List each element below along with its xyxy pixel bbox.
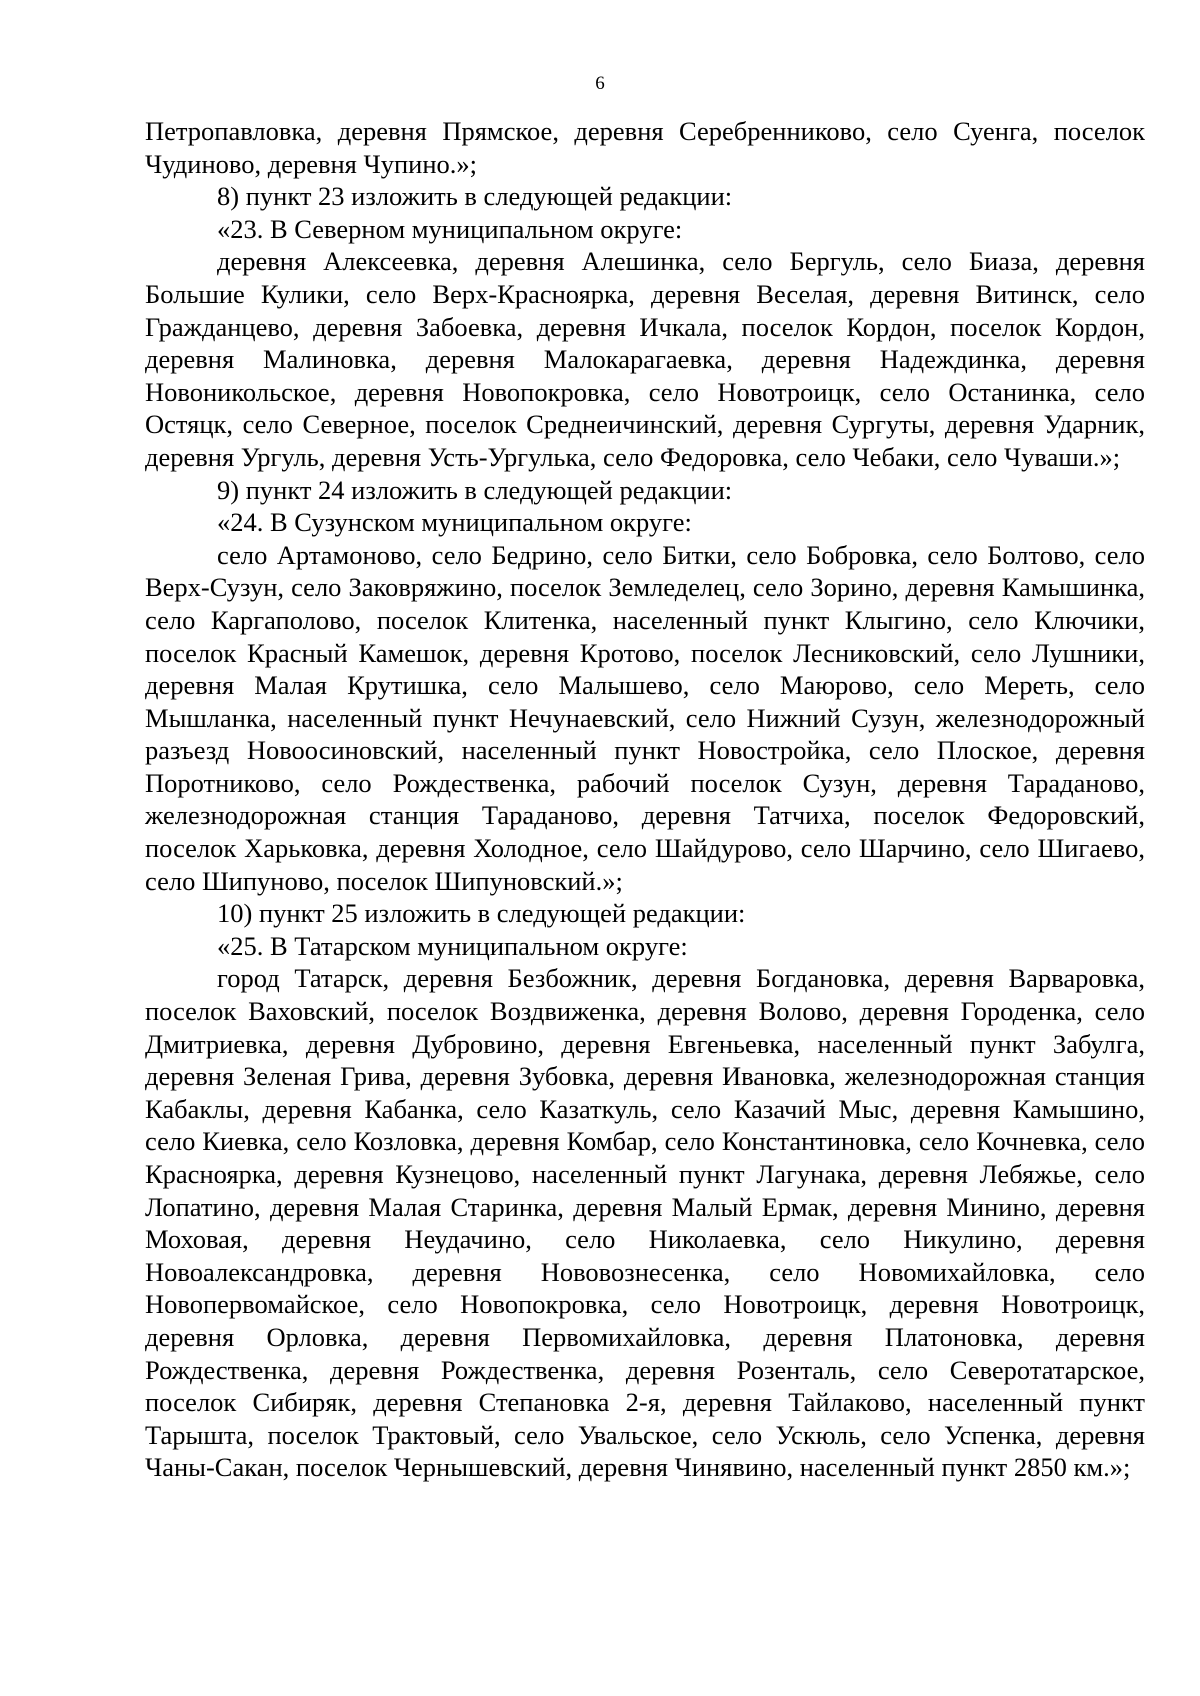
paragraph-clause-24-list: село Артамоново, село Бедрино, село Битки, село Бобровка, село Болтово, село Верх-Сузун, село Заковряжино, поселок Земледелец, село Зорино, деревня Камышинка, село Каргаполово, поселок Клитенка, населенный пункт Клыгино, село Ключики, поселок Красный Камешок, деревня Кротово, поселок Лесниковский, село Лушники, деревня Малая Крутишка, село Малышево, село Маюрово, село Мереть, село Мышланка, населенный пункт Нечунаевский, село Нижний Сузун, железнодорожный разъезд Новоосиновский, населенный пункт Новостройка, село Плоское, деревня Поротниково, село Рождественка, рабочий поселок Сузун, деревня Тараданово, железнодорожная станция Тараданово, деревня Татчиха, поселок Федоровский, поселок Харьковка, деревня Холодное, село Шайдурово, село Шарчино, село Шигаево, село Шипуново, поселок Шипуновский.»; (145, 539, 1145, 896)
document-body (145, 115, 1145, 1484)
paragraph-clause-25-list: город Татарск, деревня Безбожник, деревня Богдановка, деревня Варваровка, поселок Ваховский, поселок Воздвиженка, деревня Волово, деревня Городенка, село Дмитриевка, деревня Дубровино, деревня Евгеньевка, населенный пункт Забулга, деревня Зеленая Грива, деревня Зубовка, деревня Ивановка, железнодорожная станция Кабаклы, деревня Кабанка, село Казаткуль, село Казачий Мыс, деревня Камышино, село Киевка, село Козловка, деревня Комбар, село Константиновка, село Кочневка, село Красноярка, деревня Кузнецово, населенный пункт Лагунака, деревня Лебяжье, село Лопатино, деревня Малая Старинка, деревня Малый Ермак, деревня Минино, деревня Моховая, деревня Неудачино, село Николаевка, село Никулино, деревня Новоалександровка, деревня Нововознесенка, село Новомихайловка, село Новопервомайское, село Новопокровка, село Новотроицк, деревня Новотроицк, деревня Орловка, деревня Первомихайловка, деревня Платоновка, деревня Рождественка, деревня Рождественка, деревня Розенталь, село Северотатарское, поселок Сибиряк, деревня Степановка 2-я, деревня Тайлаково, населенный пункт Тарышта, поселок Трактовый, село Увальское, село Ускюль, село Успенка, деревня Чаны-Сакан, поселок Чернышевский, деревня Чинявино, населенный пункт 2850 км.»; (145, 963, 1145, 1483)
page-number: 6 (595, 73, 605, 94)
paragraph-clause-25-heading: «25. В Татарском муниципальном округе: (217, 930, 688, 961)
paragraph-clause-23-list: деревня Алексеевка, деревня Алешинка, село Бергуль, село Биаза, деревня Большие Кулики, село Верх-Красноярка, деревня Веселая, деревня Витинск, село Гражданцево, деревня Забоевка, деревня Ичкала, поселок Кордон, поселок Кордон, деревня Малиновка, деревня Малокарагаевка, деревня Надеждинка, деревня Новоникольское, деревня Новопокровка, село Новотроицк, село Останинка, село Остяцк, село Северное, поселок Среднеичинский, деревня Сургуты, деревня Ударник, деревня Ургуль, деревня Усть-Ургулька, село Федоровка, село Чебаки, село Чуваши.»; (145, 246, 1145, 472)
paragraph-item-10: 10) пункт 25 изложить в следующей редакции: (217, 898, 746, 929)
paragraph-clause-24-heading: «24. В Сузунском муниципальном округе: (217, 507, 692, 538)
paragraph-clause-23-heading: «23. В Северном муниципальном округе: (217, 213, 683, 244)
paragraph-item-8: 8) пункт 23 изложить в следующей редакции: (217, 181, 733, 212)
paragraph-continuation: Петропавловка, деревня Прямское, деревня Серебренниково, село Суенга, поселок Чудиново, деревня Чупино.»; (145, 116, 1145, 179)
paragraph-item-9: 9) пункт 24 изложить в следующей редакции: (217, 474, 733, 505)
